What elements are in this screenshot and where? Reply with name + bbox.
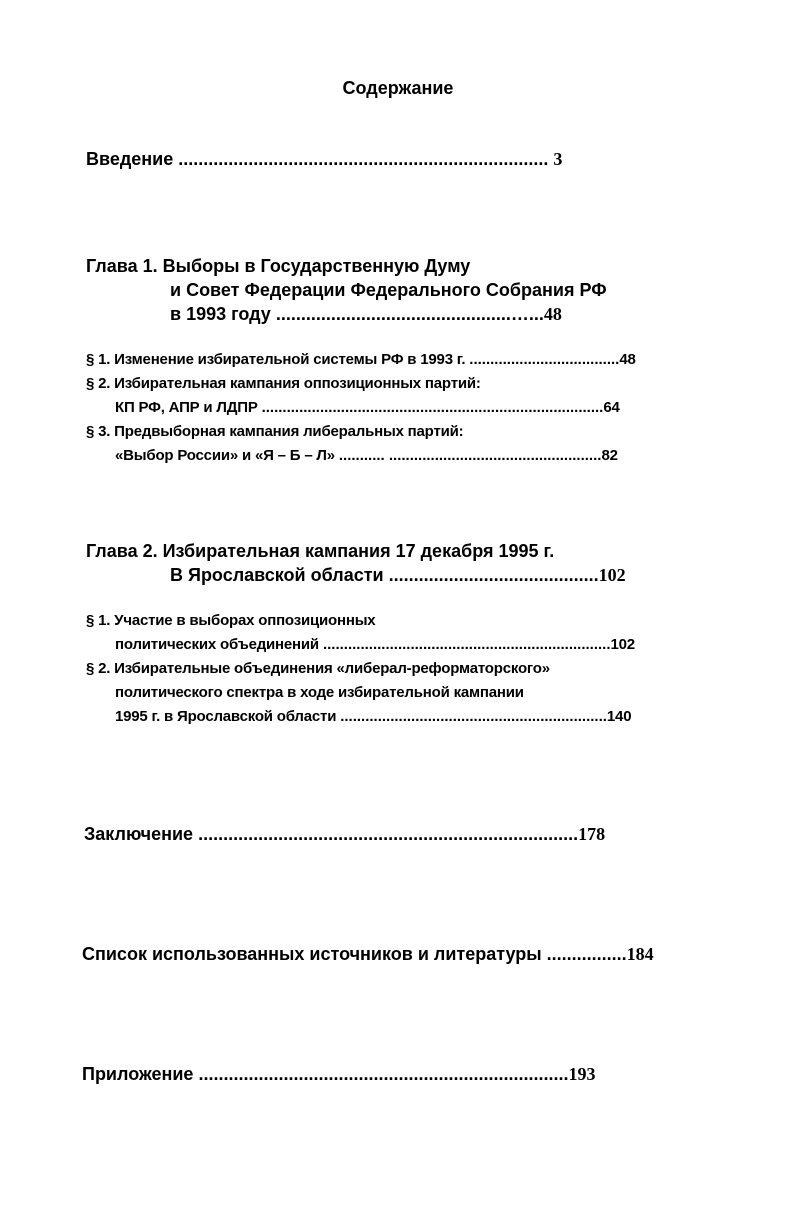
toc-entry-sources <box>82 945 654 963</box>
chapter-2-section-2-cont: политического спектра в ходе избирательной кампании <box>115 684 524 701</box>
chapter-1-section-3: § 3. Предвыборная кампания либеральных партий: <box>86 423 464 440</box>
chapter-1-section-2-cont <box>115 400 620 415</box>
toc-page-number: 178 <box>578 824 606 844</box>
toc-entry-intro <box>86 150 562 168</box>
toc-leader-dots: ........... ................................................... <box>338 447 602 464</box>
toc-leader-dots: ................................................................ <box>340 708 607 725</box>
toc-leader-dots: ................ <box>546 944 627 964</box>
chapter-2-section-2: § 2. Избирательные объединения «либерал-реформаторского» <box>86 660 550 677</box>
section-label: § 1. Изменение избирательной системы РФ в 1993 г. <box>86 351 466 368</box>
toc-page-number: 48 <box>619 351 636 368</box>
toc-page-number: 102 <box>610 636 635 653</box>
toc-leader-dots: .......................................... <box>388 565 599 585</box>
toc-entry-label: Список использованных источников и литературы <box>82 944 542 964</box>
chapter-1-title-line-1: Глава 1. Выборы в Государственную Думу <box>86 256 471 276</box>
toc-page-number: 48 <box>543 304 562 324</box>
toc-leader-dots: ...............................................…... <box>275 304 544 324</box>
chapter-2-title-line-1: Глава 2. Избирательная кампания 17 декабря 1995 г. <box>86 541 555 561</box>
chapter-1-section-2: § 2. Избирательная кампания оппозиционных партий: <box>86 375 481 392</box>
toc-leader-dots: ..................................................................... <box>322 636 611 653</box>
section-label: политических объединений <box>115 636 319 653</box>
toc-entry-label: Приложение <box>82 1064 194 1084</box>
toc-page-number: 184 <box>626 944 654 964</box>
toc-entry-label: в 1993 году <box>170 304 271 324</box>
toc-leader-dots: .................................... <box>469 351 620 368</box>
toc-leader-dots: .................................................................................. <box>261 399 604 416</box>
chapter-2-title-line-2 <box>170 566 626 584</box>
toc-entry-label: В Ярославской области <box>170 565 384 585</box>
chapter-2-section-1: § 1. Участие в выборах оппозиционных <box>86 612 376 629</box>
toc-page-number: 82 <box>601 447 618 464</box>
toc-entry-label: Введение <box>86 149 174 169</box>
page-title: Содержание <box>342 78 454 98</box>
chapter-2-section-1-cont <box>115 637 635 652</box>
toc-entry-appendix <box>82 1065 596 1083</box>
section-label: «Выбор России» и «Я – Б – Л» <box>115 447 335 464</box>
chapter-1-title-line-3 <box>170 305 562 323</box>
toc-page-number: 193 <box>568 1064 596 1084</box>
toc-page-number: 102 <box>598 565 626 585</box>
chapter-1-section-3-cont <box>115 448 618 463</box>
section-label: 1995 г. в Ярославской области <box>115 708 337 725</box>
toc-leader-dots: .......................................................................... <box>178 149 549 169</box>
toc-leader-dots: ............................................................................ <box>198 824 579 844</box>
toc-page-number: 3 <box>553 149 563 169</box>
toc-leader-dots: .......................................................................... <box>198 1064 569 1084</box>
toc-page-number: 64 <box>603 399 620 416</box>
chapter-1-section-1 <box>86 352 636 367</box>
toc-entry-label: Заключение <box>84 824 194 844</box>
section-label: КП РФ, АПР и ЛДПР <box>115 399 258 416</box>
chapter-2-section-2-cont-2 <box>115 709 631 724</box>
toc-entry-conclusion <box>84 825 605 843</box>
toc-page-number: 140 <box>606 708 632 725</box>
chapter-1-title-line-2: и Совет Федерации Федерального Собрания РФ <box>170 280 607 300</box>
